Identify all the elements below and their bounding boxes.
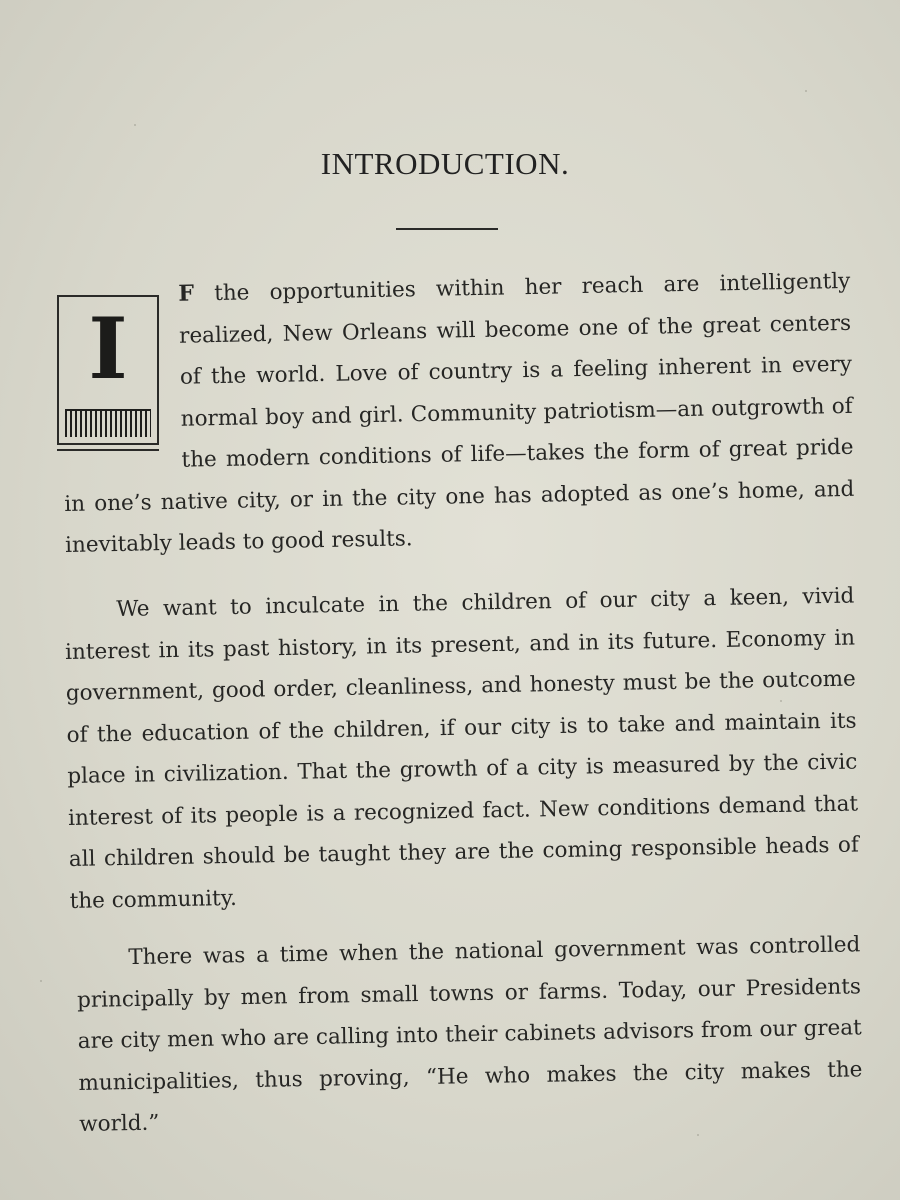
page-title: INTRODUCTION. xyxy=(320,146,570,181)
paper-speck xyxy=(805,90,807,92)
drop-cap-letter: I xyxy=(88,299,128,398)
paragraph-1-text: the opportunities within her reach are intelligently realized, New Orleans will become one of the great centers of the world. Love of country is a feeling inherent in every normal boy and girl. Community patriotism—an outgrowth of the modern conditions of life—takes the form of great pride in one’s native city, or in the city one has adopted as one’s home, and inevitably leads to good results. xyxy=(64,268,855,558)
paper-speck xyxy=(134,124,136,126)
title-divider xyxy=(396,228,498,230)
paper-speck xyxy=(40,980,42,982)
paragraph-1-lead: F xyxy=(178,280,195,307)
paragraph-2: We want to inculcate in the children of our city a keen, vivid interest in its past history, in its present, and in its future. Economy in government, good order, cleanliness, and honesty must be the outcome of the education of the children, if our city is to take and maintain its place in civilization. That the growth of a city is measured by the civic interest of its people is a recognized fact. New conditions demand that all children should be taught they are the coming responsible heads of the community. xyxy=(64,583,860,914)
paragraph-3: There was a time when the national government was controlled principally by men from small towns or farms. Today, our Presidents are city men who are calling into their cabinets advisors from our great municipalities, thus proving, “He who makes the city makes the world.” xyxy=(76,932,863,1137)
paragraph-1 xyxy=(60,261,855,567)
